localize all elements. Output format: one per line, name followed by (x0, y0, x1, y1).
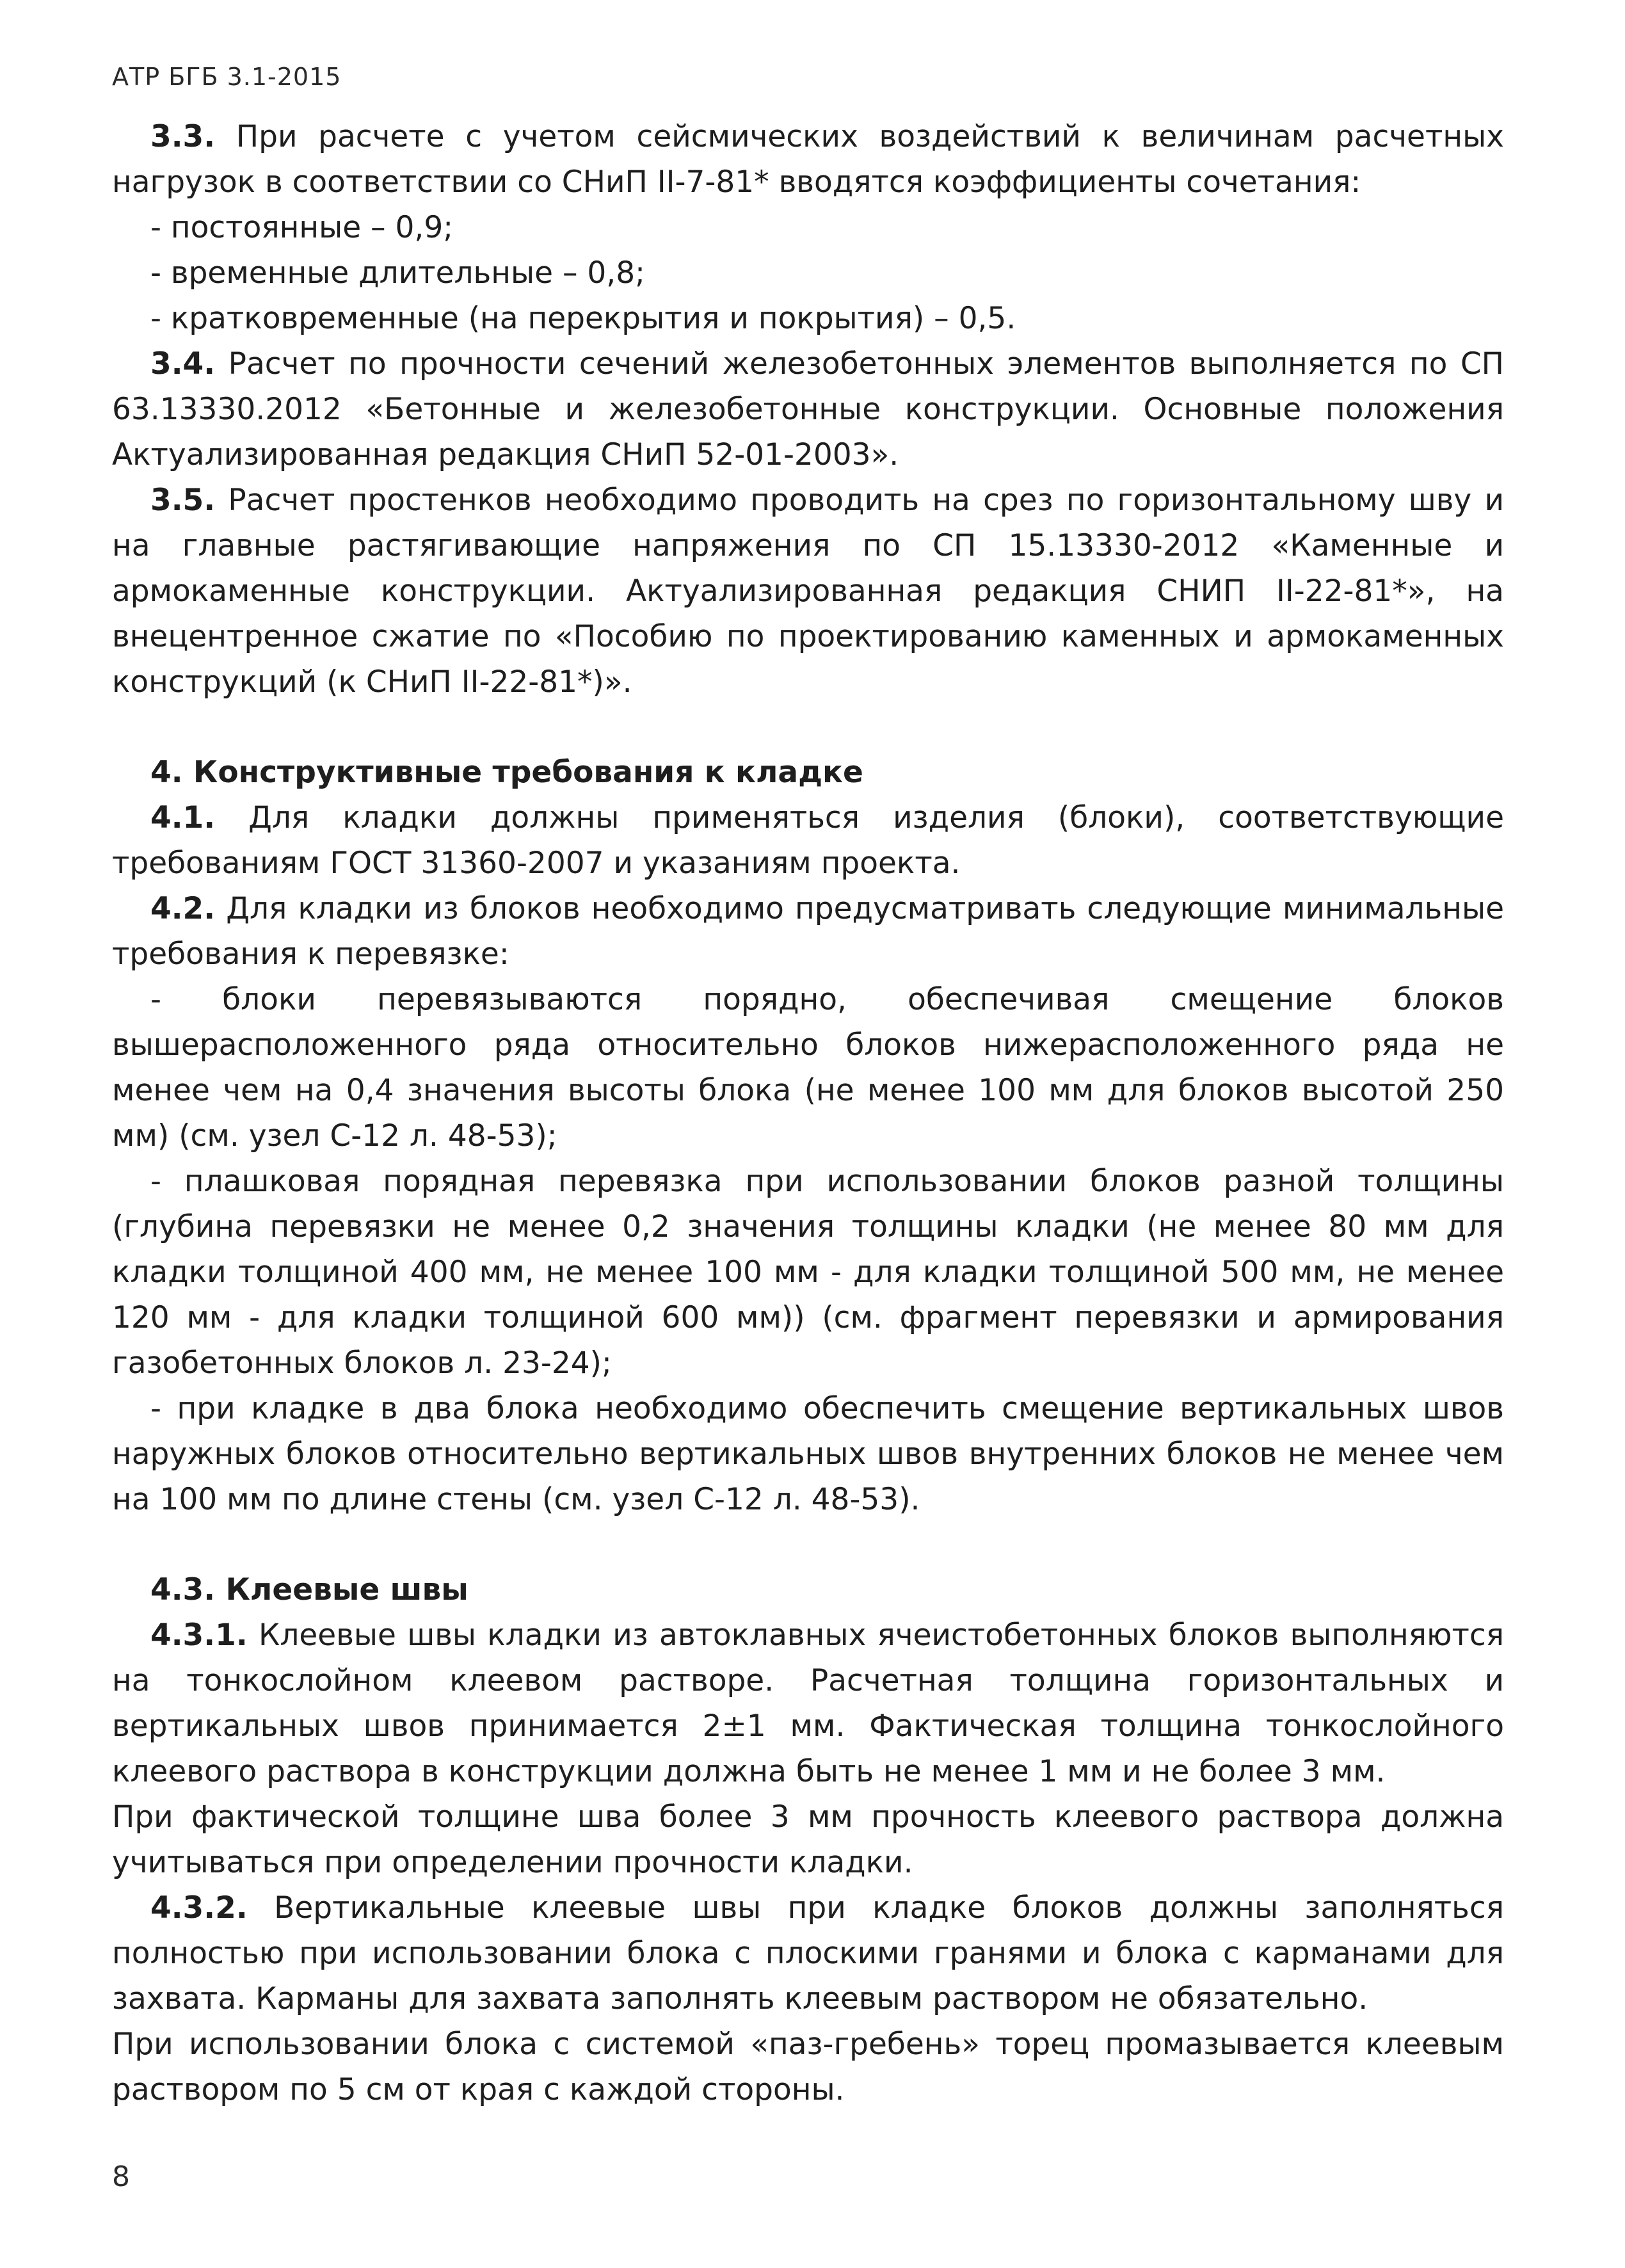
clause-number: 3.4. (150, 346, 216, 382)
clause-text: Для кладки из блоков необходимо предусматривать следующие минимальные требования к перевязке: (112, 891, 1504, 972)
paragraph-4-1 (112, 795, 1504, 886)
clause-text: Расчет по прочности сечений железобетонных элементов выполняется по СП 63.13330.2012 «Бетонные и железобетонные конструкции. Основные положения Актуализированная редакция СНиП 52-01-2003». (112, 346, 1504, 472)
paragraph-3-3 (112, 114, 1504, 205)
list-item: - при кладке в два блока необходимо обеспечить смещение вертикальных швов наружных блоков относительно вертикальных швов внутренних блоков не менее чем на 100 мм по длине стены (см. узел С-12 л. 48-53). (112, 1391, 1504, 1517)
clause-text: Вертикальные клеевые швы при кладке блоков должны заполняться полностью при использовании блока с плоскими гранями и блока с карманами для захвата. Карманы для захвата заполнять клеевым раствором не обязательно. (112, 1890, 1504, 2016)
list-item: - постоянные – 0,9; (150, 210, 454, 245)
paragraph-3-4 (112, 341, 1504, 478)
clause-text: При расчете с учетом сейсмических воздействий к величинам расчетных нагрузок в соответствии со СНиП II-7-81* вводятся коэффициенты сочетания: (112, 119, 1504, 200)
paragraph-4-3-1-continued: При фактической толщине шва более 3 мм прочность клеевого раствора должна учитываться при определении прочности кладки. (112, 1799, 1504, 1880)
clause-number: 4.3.2. (150, 1890, 248, 1926)
clause-text: Расчет простенков необходимо проводить на срез по горизонтальному шву и на главные растягивающие напряжения по СП 15.13330-2012 «Каменные и армокаменные конструкции. Актуализированная редакция СНИП II-22-81*», на внецентренное сжатие по «Пособию по проектированию каменных и армокаменных конструкций (к СНиП II-22-81*)». (112, 483, 1504, 700)
paragraph-4-3-2-continued: При использовании блока с системой «паз-гребень» торец промазывается клеевым раствором по 5 см от края с каждой стороны. (112, 2027, 1504, 2107)
paragraph-4-3-2 (112, 1885, 1504, 2022)
section-heading-4: 4. Конструктивные требования к кладке (150, 755, 863, 790)
list-item: - плашковая порядная перевязка при использовании блоков разной толщины (глубина перевязки не менее 0,2 значения толщины кладки (не менее 80 мм для кладки толщиной 400 мм, не менее 100 мм - для кладки толщиной 500 мм, не менее 120 мм - для кладки толщиной 600 мм)) (см. фрагмент перевязки и армирования газобетонных блоков л. 23-24); (112, 1164, 1504, 1381)
clause-number: 3.5. (150, 483, 216, 518)
section-gap (112, 1522, 1504, 1567)
clause-number: 4.1. (150, 800, 216, 835)
paragraph-4-3-1 (112, 1613, 1504, 1794)
list-item: - временные длительные – 0,8; (150, 255, 645, 291)
clause-text: Клеевые швы кладки из автоклавных ячеистобетонных блоков выполняются на тонкослойном клеевом растворе. Расчетная толщина горизонтальных и вертикальных швов принимается 2±1 мм. Фактическая толщина тонкослойного клеевого раствора в конструкции должна быть не менее 1 мм и не более 3 мм. (112, 1618, 1504, 1789)
paragraph-4-2 (112, 886, 1504, 977)
clause-text: Для кладки должны применяться изделия (блоки), соответствующие требованиям ГОСТ 31360-2007 и указаниям проекта. (112, 800, 1504, 881)
page-body (112, 114, 1504, 2112)
clause-number: 4.2. (150, 891, 216, 926)
list-item: - кратковременные (на перекрытия и покрытия) – 0,5. (150, 301, 1016, 336)
section-heading-4-3: 4.3. Клеевые швы (150, 1572, 468, 1607)
paragraph-3-5 (112, 478, 1504, 705)
clause-number: 3.3. (150, 119, 216, 154)
page-number: 8 (112, 2160, 130, 2193)
clause-number: 4.3.1. (150, 1618, 248, 1653)
document-code: АТР БГБ 3.1-2015 (112, 63, 342, 91)
section-gap (112, 705, 1504, 750)
list-item: - блоки перевязываются порядно, обеспечивая смещение блоков вышерасположенного ряда относительно блоков нижерасположенного ряда не менее чем на 0,4 значения высоты блока (не менее 100 мм для блоков высотой 250 мм) (см. узел С-12 л. 48-53); (112, 982, 1504, 1154)
